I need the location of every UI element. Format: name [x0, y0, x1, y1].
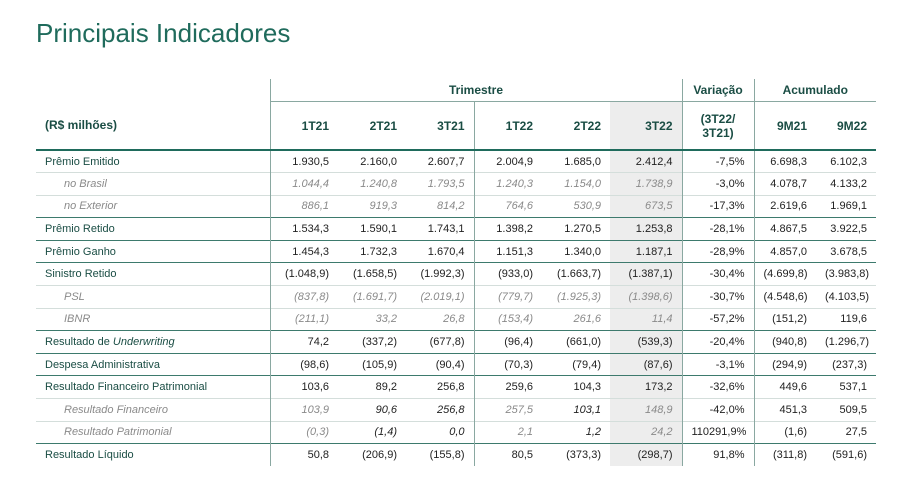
table-cell: 1.793,5: [406, 173, 474, 196]
table-cell: 1.240,8: [338, 173, 406, 196]
table-cell: (1.925,3): [542, 286, 610, 309]
table-cell: (539,3): [610, 331, 682, 354]
table-cell: 11,4: [610, 308, 682, 331]
table-cell: (1.992,3): [406, 263, 474, 286]
table-row: [36, 218, 876, 241]
column-header: 3T21: [406, 102, 474, 151]
table-cell: 6.698,3: [754, 150, 816, 173]
column-header: (3T22/ 3T21): [682, 102, 754, 151]
row-label: no Brasil: [36, 173, 270, 196]
label-column-header: (R$ milhões): [36, 102, 270, 151]
table-cell: (933,0): [474, 263, 542, 286]
table-cell: 256,8: [406, 376, 474, 399]
table-cell: 27,5: [816, 421, 876, 444]
table-cell: -28,9%: [682, 240, 754, 263]
row-label: Despesa Administrativa: [36, 353, 270, 376]
table-cell: 1,2: [542, 421, 610, 444]
table-row: [36, 240, 876, 263]
column-header: 1T22: [474, 102, 542, 151]
table-cell: 91,8%: [682, 444, 754, 467]
table-cell: 1.969,1: [816, 195, 876, 218]
table-row: [36, 195, 876, 218]
table-cell: 2,1: [474, 421, 542, 444]
table-cell: 1.398,2: [474, 218, 542, 241]
row-label: [36, 331, 270, 354]
table-cell: 103,1: [542, 399, 610, 422]
column-header: 2T21: [338, 102, 406, 151]
row-label-prefix: Resultado de: [45, 336, 113, 349]
table-cell: 4.078,7: [754, 173, 816, 196]
table-cell: 256,8: [406, 399, 474, 422]
table-cell: (1.048,9): [270, 263, 338, 286]
table-cell: (1.296,7): [816, 331, 876, 354]
table-cell: 0,0: [406, 421, 474, 444]
table-cell: 259,6: [474, 376, 542, 399]
table-row: [36, 353, 876, 376]
table-cell: (1.398,6): [610, 286, 682, 309]
table-cell: 103,6: [270, 376, 338, 399]
table-cell: (1,6): [754, 421, 816, 444]
table-cell: (677,8): [406, 331, 474, 354]
table-cell: 449,6: [754, 376, 816, 399]
table-cell: (105,9): [338, 353, 406, 376]
table-row: [36, 331, 876, 354]
table-cell: (940,8): [754, 331, 816, 354]
table-cell: 173,2: [610, 376, 682, 399]
table-cell: (1.658,5): [338, 263, 406, 286]
table-cell: 148,9: [610, 399, 682, 422]
table-cell: (211,1): [270, 308, 338, 331]
column-header: 9M22: [816, 102, 876, 151]
table-cell: (153,4): [474, 308, 542, 331]
table-cell: (311,8): [754, 444, 816, 467]
table-cell: -30,7%: [682, 286, 754, 309]
table-row: [36, 150, 876, 173]
table-cell: (294,9): [754, 353, 816, 376]
table-cell: 2.619,6: [754, 195, 816, 218]
table-cell: 50,8: [270, 444, 338, 467]
table-cell: 886,1: [270, 195, 338, 218]
table-cell: 2.412,4: [610, 150, 682, 173]
table-cell: 1.454,3: [270, 240, 338, 263]
table-cell: 1.253,8: [610, 218, 682, 241]
column-header: 2T22: [542, 102, 610, 151]
row-label: PSL: [36, 286, 270, 309]
table-cell: 919,3: [338, 195, 406, 218]
row-label: no Exterior: [36, 195, 270, 218]
group-header-trimestre: Trimestre: [270, 79, 682, 102]
table-cell: -3,0%: [682, 173, 754, 196]
table-cell: 74,2: [270, 331, 338, 354]
column-header: 9M21: [754, 102, 816, 151]
row-label: Prêmio Ganho: [36, 240, 270, 263]
table-cell: 1.732,3: [338, 240, 406, 263]
row-label: Resultado Financeiro: [36, 399, 270, 422]
table-cell: 110291,9%: [682, 421, 754, 444]
table-cell: 1.534,3: [270, 218, 338, 241]
table-cell: 80,5: [474, 444, 542, 467]
table-cell: 24,2: [610, 421, 682, 444]
row-label: Resultado Líquido: [36, 444, 270, 467]
table-cell: (1.691,7): [338, 286, 406, 309]
table-row: [36, 173, 876, 196]
table-cell: 1.187,1: [610, 240, 682, 263]
table-cell: 1.270,5: [542, 218, 610, 241]
row-label: IBNR: [36, 308, 270, 331]
table-cell: 814,2: [406, 195, 474, 218]
table-cell: 90,6: [338, 399, 406, 422]
table-cell: (79,4): [542, 353, 610, 376]
table-cell: 1.930,5: [270, 150, 338, 173]
table-cell: 4.133,2: [816, 173, 876, 196]
table-row: [36, 421, 876, 444]
group-header-variacao: Variação: [682, 79, 754, 102]
table-cell: 673,5: [610, 195, 682, 218]
table-cell: 3.678,5: [816, 240, 876, 263]
table-cell: (661,0): [542, 331, 610, 354]
table-cell: -20,4%: [682, 331, 754, 354]
table-cell: (96,4): [474, 331, 542, 354]
table-cell: 4.857,0: [754, 240, 816, 263]
table-cell: 1.685,0: [542, 150, 610, 173]
table-cell: 2.160,0: [338, 150, 406, 173]
table-row: [36, 308, 876, 331]
table-cell: (2.019,1): [406, 286, 474, 309]
table-cell: (373,3): [542, 444, 610, 467]
table-cell: (1.663,7): [542, 263, 610, 286]
row-label: Prêmio Retido: [36, 218, 270, 241]
table-cell: 1.154,0: [542, 173, 610, 196]
table-cell: (4.103,5): [816, 286, 876, 309]
table-cell: 119,6: [816, 308, 876, 331]
page-title: Principais Indicadores: [36, 18, 291, 48]
indicators-table: [36, 79, 876, 466]
table-cell: 26,8: [406, 308, 474, 331]
table-cell: (237,3): [816, 353, 876, 376]
table-cell: 4.867,5: [754, 218, 816, 241]
table-cell: 257,5: [474, 399, 542, 422]
table-cell: (206,9): [338, 444, 406, 467]
table-cell: (151,2): [754, 308, 816, 331]
table-cell: 6.102,3: [816, 150, 876, 173]
table-cell: 509,5: [816, 399, 876, 422]
table-cell: (3.983,8): [816, 263, 876, 286]
table-cell: 104,3: [542, 376, 610, 399]
table-row: [36, 286, 876, 309]
table-cell: (591,6): [816, 444, 876, 467]
table-cell: (4.548,6): [754, 286, 816, 309]
table-cell: (1.387,1): [610, 263, 682, 286]
table-cell: 451,3: [754, 399, 816, 422]
table-cell: -3,1%: [682, 353, 754, 376]
table-row: [36, 263, 876, 286]
row-label: Prêmio Emitido: [36, 150, 270, 173]
table-cell: 2.607,7: [406, 150, 474, 173]
table-cell: -30,4%: [682, 263, 754, 286]
table-cell: -7,5%: [682, 150, 754, 173]
table-cell: 537,1: [816, 376, 876, 399]
table-cell: 1.738,9: [610, 173, 682, 196]
table-cell: 261,6: [542, 308, 610, 331]
row-label: Resultado Financeiro Patrimonial: [36, 376, 270, 399]
table-cell: (4.699,8): [754, 263, 816, 286]
table-cell: 1.151,3: [474, 240, 542, 263]
table-cell: -17,3%: [682, 195, 754, 218]
table-cell: 1.670,4: [406, 240, 474, 263]
table-cell: (70,3): [474, 353, 542, 376]
table-cell: (98,6): [270, 353, 338, 376]
table-cell: (779,7): [474, 286, 542, 309]
table-cell: 1.044,4: [270, 173, 338, 196]
table-cell: 89,2: [338, 376, 406, 399]
table-row: [36, 444, 876, 467]
table-cell: -28,1%: [682, 218, 754, 241]
group-header-acumulado: Acumulado: [754, 79, 876, 102]
table-cell: 103,9: [270, 399, 338, 422]
table-cell: (337,2): [338, 331, 406, 354]
table-cell: 2.004,9: [474, 150, 542, 173]
row-label: Sinistro Retido: [36, 263, 270, 286]
table-cell: (87,6): [610, 353, 682, 376]
column-header: 1T21: [270, 102, 338, 151]
table-cell: (155,8): [406, 444, 474, 467]
table-cell: 1.340,0: [542, 240, 610, 263]
table-cell: 530,9: [542, 195, 610, 218]
table-cell: 1.240,3: [474, 173, 542, 196]
table-cell: -57,2%: [682, 308, 754, 331]
table-cell: (837,8): [270, 286, 338, 309]
table-cell: 1.743,1: [406, 218, 474, 241]
table-cell: -42,0%: [682, 399, 754, 422]
table-cell: (1,4): [338, 421, 406, 444]
column-header: 3T22: [610, 102, 682, 151]
row-label: Resultado Patrimonial: [36, 421, 270, 444]
table-cell: (90,4): [406, 353, 474, 376]
table-cell: -32,6%: [682, 376, 754, 399]
table-cell: 33,2: [338, 308, 406, 331]
table-row: [36, 399, 876, 422]
table-cell: 1.590,1: [338, 218, 406, 241]
table-cell: (298,7): [610, 444, 682, 467]
table-row: [36, 376, 876, 399]
table-cell: (0,3): [270, 421, 338, 444]
table-cell: 764,6: [474, 195, 542, 218]
row-label-emphasis: Underwriting: [112, 336, 175, 349]
table-cell: 3.922,5: [816, 218, 876, 241]
